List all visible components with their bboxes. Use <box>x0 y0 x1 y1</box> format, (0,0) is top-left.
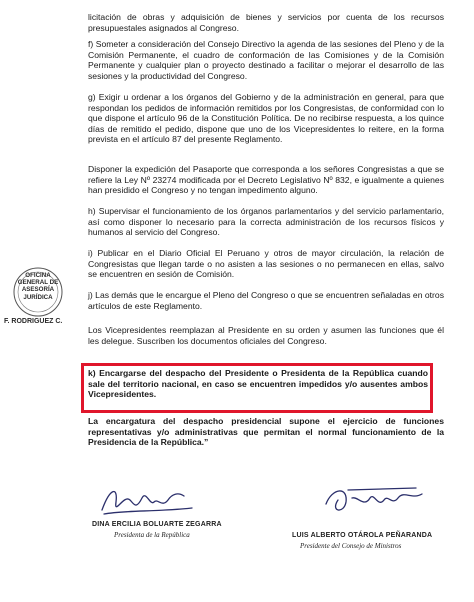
paragraph-closing: La encargatura del despacho presidencial supone el ejercicio de funciones representativas y/o administrativas que permitan el normal funcionamiento de la Presidencia de la República.” <box>88 416 444 448</box>
paragraph-k-highlighted: k) Encargarse del despacho del Presidente o Presidenta de la República cuando sale del territorio nacional, en caso se encuentren impedidos y/o ausentes ambos Vicepresidentes. <box>88 368 428 400</box>
signature-title-1: Presidenta de la República <box>114 531 190 539</box>
paragraph-licitacion: licitación de obras y adquisición de bienes y servicios por cuenta de los recursos presupuestales asignados al Congreso. <box>88 12 444 33</box>
paragraph-i: i) Publicar en el Diario Oficial El Peruano y otros de mayor circulación, la relación de Congresistas que llegan tarde o no asisten a las sesiones o no permanecen en ellas, salvo se encuentren en sesión de Comisión. <box>88 248 444 280</box>
paragraph-h: h) Supervisar el funcionamiento de los órganos parlamentarios y del servicio parlamentario, así como disponer lo necesario para la correcta administración de los recursos físicos y humanos al servicio del Congreso. <box>88 206 444 238</box>
paragraph-pasaporte: Disponer la expedición del Pasaporte que corresponda a los señores Congresistas a que se refiere la Ley Nº 23274 modificada por el Decreto Legislativo Nº 832, e igualmente a quienes han presidido el Congreso y no tengan impedimento alguno. <box>88 164 444 196</box>
paragraph-f: f) Someter a consideración del Consejo Directivo la agenda de las sesiones del Pleno y de la Comisión Permanente, el cuadro de conformación de las Comisiones y de la Comisión Permanente y cualquier plan o proyecto destinado a facilitar o mejorar el desarrollo de las sesiones y la productividad del Congreso. <box>88 39 444 81</box>
signature-boluarte-icon <box>96 480 196 522</box>
signature-name-2: LUIS ALBERTO OTÁROLA PEÑARANDA <box>292 532 433 539</box>
stamp-name: F. RODRIGUEZ C. <box>4 318 63 325</box>
paragraph-g: g) Exigir u ordenar a los órganos del Gobierno y de la administración en general, para que respondan los pedidos de información remitidos por los Congresistas, de conformidad con lo que dispone el artículo 96 de la Constitución Política. De no recibirse respuesta, a los quince días de remitido el pedido, dispone que uno de los Vicepresidentes lo reitere, en la forma prevista en el artículo 87 del presente Reglamento. <box>88 92 444 145</box>
stamp-text: OFICINA GENERAL DE ASESORÍA JURÍDICA <box>17 272 59 301</box>
paragraph-j: j) Las demás que le encargue el Pleno del Congreso o que se encuentren señaladas en otros artículos de este Reglamento. <box>88 290 444 311</box>
paragraph-vicepresidentes: Los Vicepresidentes reemplazan al Presidente en su orden y asumen las funciones que él les delegue. Suscriben los documentos oficiales del Congreso. <box>88 325 444 346</box>
signature-otarola-icon <box>318 478 428 522</box>
signature-title-2: Presidente del Consejo de Ministros <box>300 542 402 550</box>
signature-name-1: DINA ERCILIA BOLUARTE ZEGARRA <box>92 521 222 528</box>
